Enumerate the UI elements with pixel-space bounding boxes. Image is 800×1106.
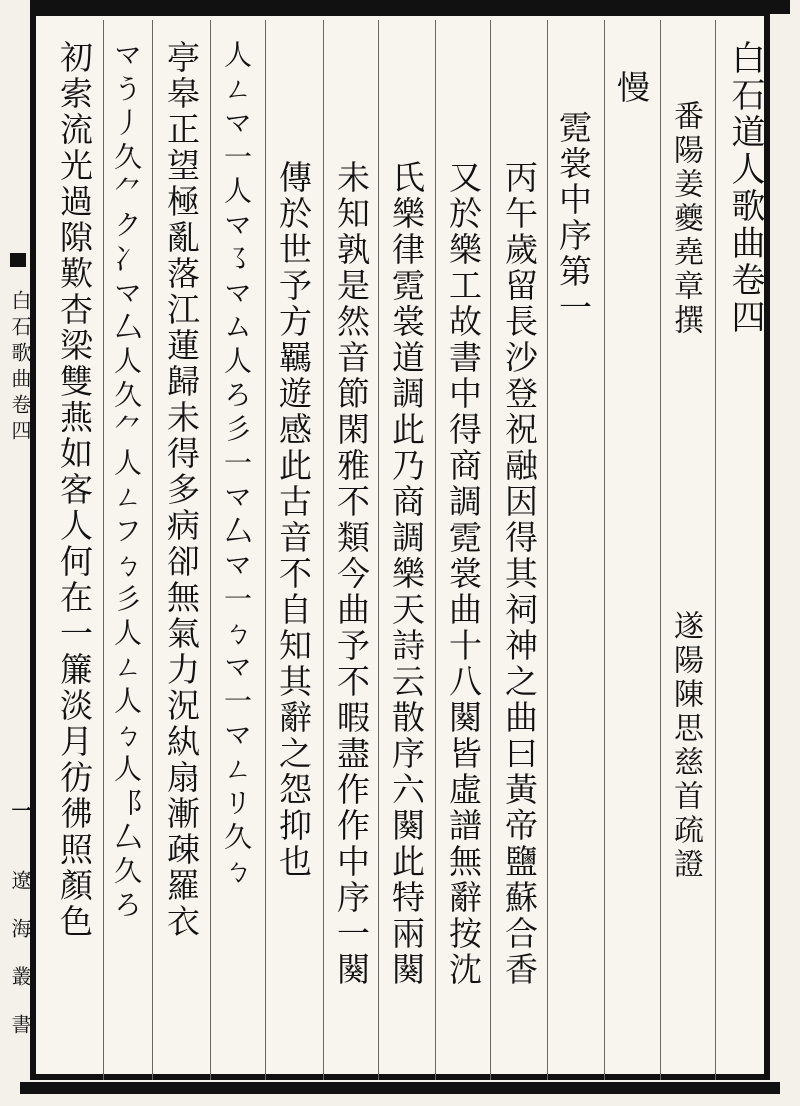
- column-rule: [265, 20, 266, 1080]
- margin-collection: 遼海叢書: [8, 870, 32, 1062]
- piece-title: 霓裳中序第一: [554, 110, 593, 326]
- lyric-line: 亭皋正望極亂落江蓮歸未得多病卻無氣力況紈扇漸疎羅衣: [162, 40, 201, 940]
- notation-line: 人ㄥマ一人マ㇌マム人ろ彡一マ厶マ一ㄅマ一マㄥリ久ㄅ: [220, 40, 253, 890]
- lyric-line: 初索流光過隙歎杏梁雙燕如客人何在一簾淡月彷彿照顏色: [55, 40, 94, 940]
- annotator-line: 遂陽陳思慈首疏證: [668, 610, 703, 882]
- column-rule: [103, 20, 104, 1080]
- column-rule: [547, 20, 548, 1080]
- column-rule: [490, 20, 491, 1080]
- column-rule: [715, 20, 716, 1080]
- bottom-border: [20, 1082, 780, 1094]
- margin-book-title: 白石歌曲卷四: [8, 290, 32, 446]
- column-rule: [604, 20, 605, 1080]
- preface-line: 氏樂律霓裳道調此乃商調樂天詩云散序六闋此特兩闋: [387, 160, 426, 988]
- column-rule: [152, 20, 153, 1080]
- author-line: 番陽姜夔堯章撰: [668, 100, 703, 338]
- preface-line: 又於樂工故書中得商調霓裳曲十八闋皆虛譜無辭按沈: [444, 160, 483, 988]
- margin-page-number: 一: [8, 800, 32, 826]
- preface-line: 丙午歲留長沙登祝融因得其祠神之曲曰黃帝鹽蘇合香: [500, 160, 539, 988]
- column-rule: [210, 20, 211, 1080]
- preface-line: 傳於世予方羈遊感此古音不自知其辭之怨抑也: [274, 160, 313, 880]
- notation-line: マう⼃久⺈ク冫マ厶人久⺈人ㄥフㄅ彡人ㄥ人ㄅ人⻏厶久ろ: [110, 40, 143, 924]
- preface-line: 未知孰是然音節閑雅不類今曲予不暇盡作作中序一闋: [332, 160, 371, 988]
- form-label: 慢: [612, 70, 651, 106]
- column-rule: [378, 20, 379, 1080]
- column-rule: [435, 20, 436, 1080]
- column-rule: [323, 20, 324, 1080]
- column-rule: [660, 20, 661, 1080]
- margin-mark: [10, 253, 26, 267]
- book-title: 白石道人歌曲卷四: [725, 40, 765, 336]
